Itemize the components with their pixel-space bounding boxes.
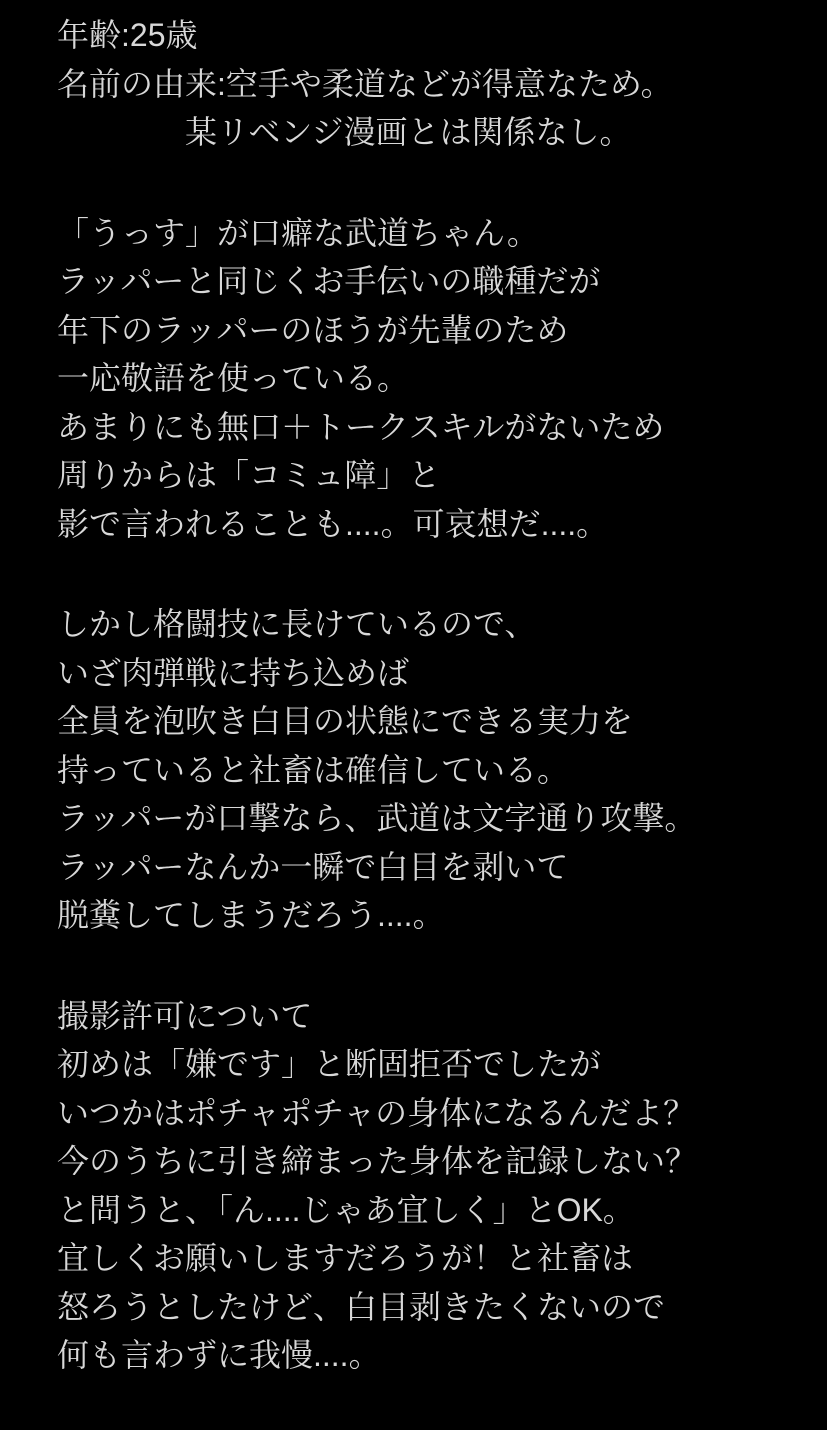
text-line: 周りからは「コミュ障」と [57,457,441,493]
paragraph-photo-permission [57,992,797,1380]
paragraph-personality [57,209,797,549]
text-line: ラッパーなんか一瞬で白目を剥いて [57,848,569,885]
text-line: 撮影許可について [57,997,313,1034]
text-line: 年齢:25歳 [57,17,198,53]
text-line: 一応敬語を使っている。 [57,360,410,396]
text-line: 何も言わずに我慢....。 [57,1337,381,1373]
text-line: 怒ろうとしたけど、白目剥きたくないので [57,1288,666,1325]
text-line: 宜しくお願いしますだろうが！と社畜は [57,1240,634,1276]
paragraph-fighting-skill [57,600,797,940]
text-line: ラッパーと同じくお手伝いの職種だが [57,263,601,299]
text-line: 影で言われることも....。可哀想だ....。 [57,505,609,542]
text-line: ラッパーが口撃なら、武道は文字通り攻撃。 [57,800,697,836]
text-line: 今のうちに引き締まった身体を記録しない？ [57,1143,698,1179]
text-line: 年下のラッパーのほうが先輩のため [57,311,569,348]
text-line: しかし格闘技に長けているので、 [57,606,537,642]
text-line: 持っていると社畜は確信している。 [57,751,570,788]
text-line: いつかはポチャポチャの身体になるんだよ？ [57,1094,696,1131]
text-line: 脱糞してしまうだろう....。 [57,897,445,933]
text-line: あまりにも無口＋トークスキルがないため [57,408,665,445]
text-line: 名前の由来:空手や柔道などが得意なため。 [57,65,673,102]
text-line: 全員を泡吹き白目の状態にできる実力を [57,703,634,739]
text-line: と問うと、「ん....じゃあ宜しく」とOK。 [57,1191,635,1228]
text-line: 「うっす」が口癖な武道ちゃん。 [57,214,539,251]
text-line: いざ肉弾戦に持ち込めば [57,654,410,691]
paragraph-basic-info [57,11,797,157]
text-line: 某リベンジ漫画とは関係なし。 [57,114,632,150]
text-line: 初めは「嫌です」と断固拒否でしたが [57,1046,602,1082]
